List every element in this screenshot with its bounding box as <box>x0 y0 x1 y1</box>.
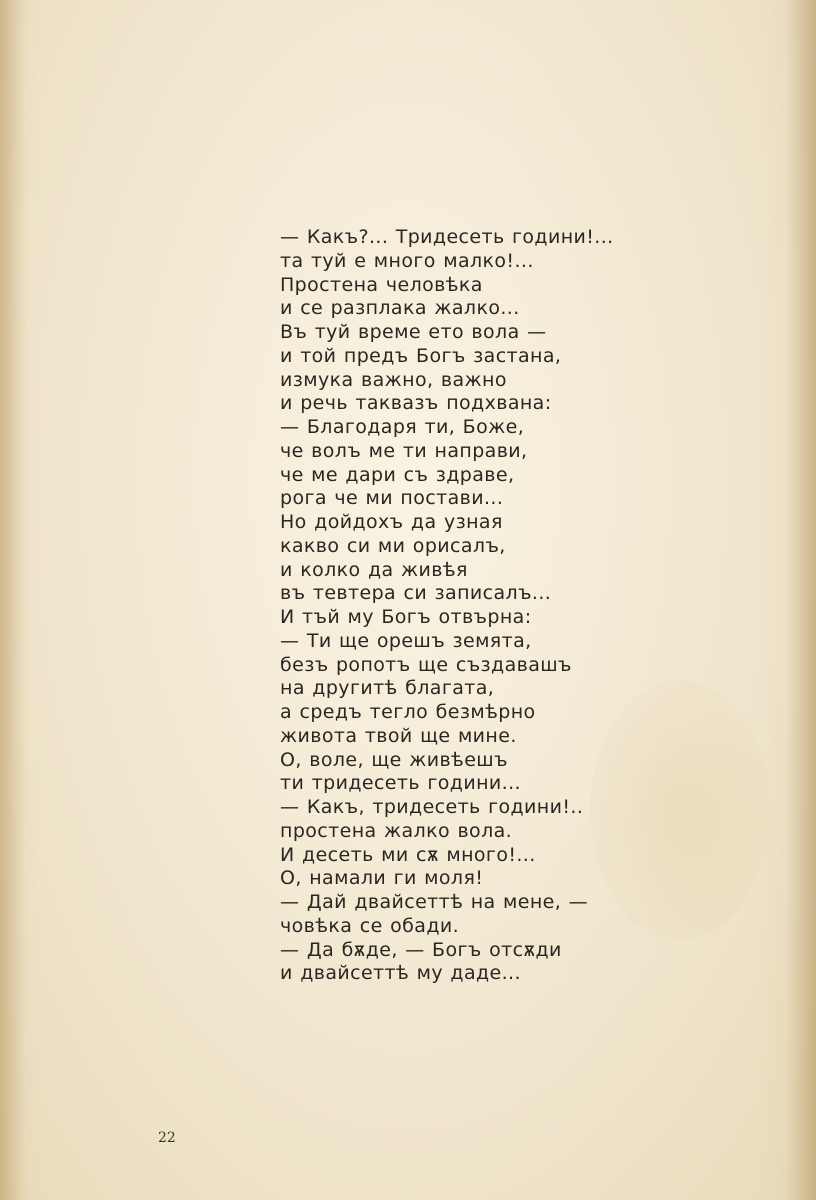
poem-line: Но дойдохъ да узная <box>280 511 503 533</box>
poem-line: измука важно, важно <box>280 368 507 391</box>
poem-line: че волъ ме ти направи, <box>280 439 528 462</box>
poem <box>280 226 680 986</box>
poem-line: и колко да живѣя <box>280 558 468 581</box>
poem-line: въ тевтера си записалъ... <box>280 582 552 605</box>
poem-line: и двайсеттѣ му даде... <box>280 962 521 985</box>
poem-line: простена жалко вола. <box>280 819 513 842</box>
poem-line: та туй е много малко!... <box>280 249 534 272</box>
poem-line: — Дай двайсеттѣ на мене, — <box>280 891 589 913</box>
poem-line: че ме дари съ здраве, <box>280 463 515 486</box>
poem-line: — Какъ?... Тридесеть години!... <box>280 226 614 248</box>
poem-line: О, воле, ще живѣешъ <box>280 748 508 771</box>
poem-line: а средъ тегло безмѣрно <box>280 701 536 723</box>
poem-line: и се разплака жалко... <box>280 297 520 320</box>
poem-line: И десеть ми сѫ много!... <box>280 843 536 866</box>
poem-line: рога че ми постави... <box>280 487 504 510</box>
poem-line: и речь таквазъ подхвана: <box>280 392 552 415</box>
poem-line: безъ ропотъ ще създавашъ <box>280 653 572 676</box>
poem-line: живота твой ще мине. <box>280 724 517 747</box>
poem-line: Простена человѣка <box>280 273 483 296</box>
page-number: 22 <box>158 1130 176 1146</box>
poem-line: О, намали ги моля! <box>280 867 484 890</box>
poem-line: Въ туй време ето вола — <box>280 321 547 343</box>
poem-line: — Какъ, тридесеть години!.. <box>280 796 584 818</box>
poem-line: И тъй му Богъ отвърна: <box>280 606 532 628</box>
page-edge-shadow-right <box>786 0 816 1200</box>
poem-line: — Благодаря ти, Боже, <box>280 416 525 438</box>
poem-line: какво си ми орисалъ, <box>280 534 506 557</box>
poem-line: и той предъ Богъ застана, <box>280 344 562 367</box>
poem-line: — Ти ще орешъ земята, <box>280 629 532 652</box>
poem-line: — Да бѫде, — Богъ отсѫди <box>280 938 562 961</box>
page-edge-shadow-left <box>0 0 26 1200</box>
poem-line: човѣка се обади. <box>280 914 460 937</box>
poem-line: ти тридесеть години... <box>280 772 521 795</box>
poem-line: на другитѣ благата, <box>280 677 495 700</box>
